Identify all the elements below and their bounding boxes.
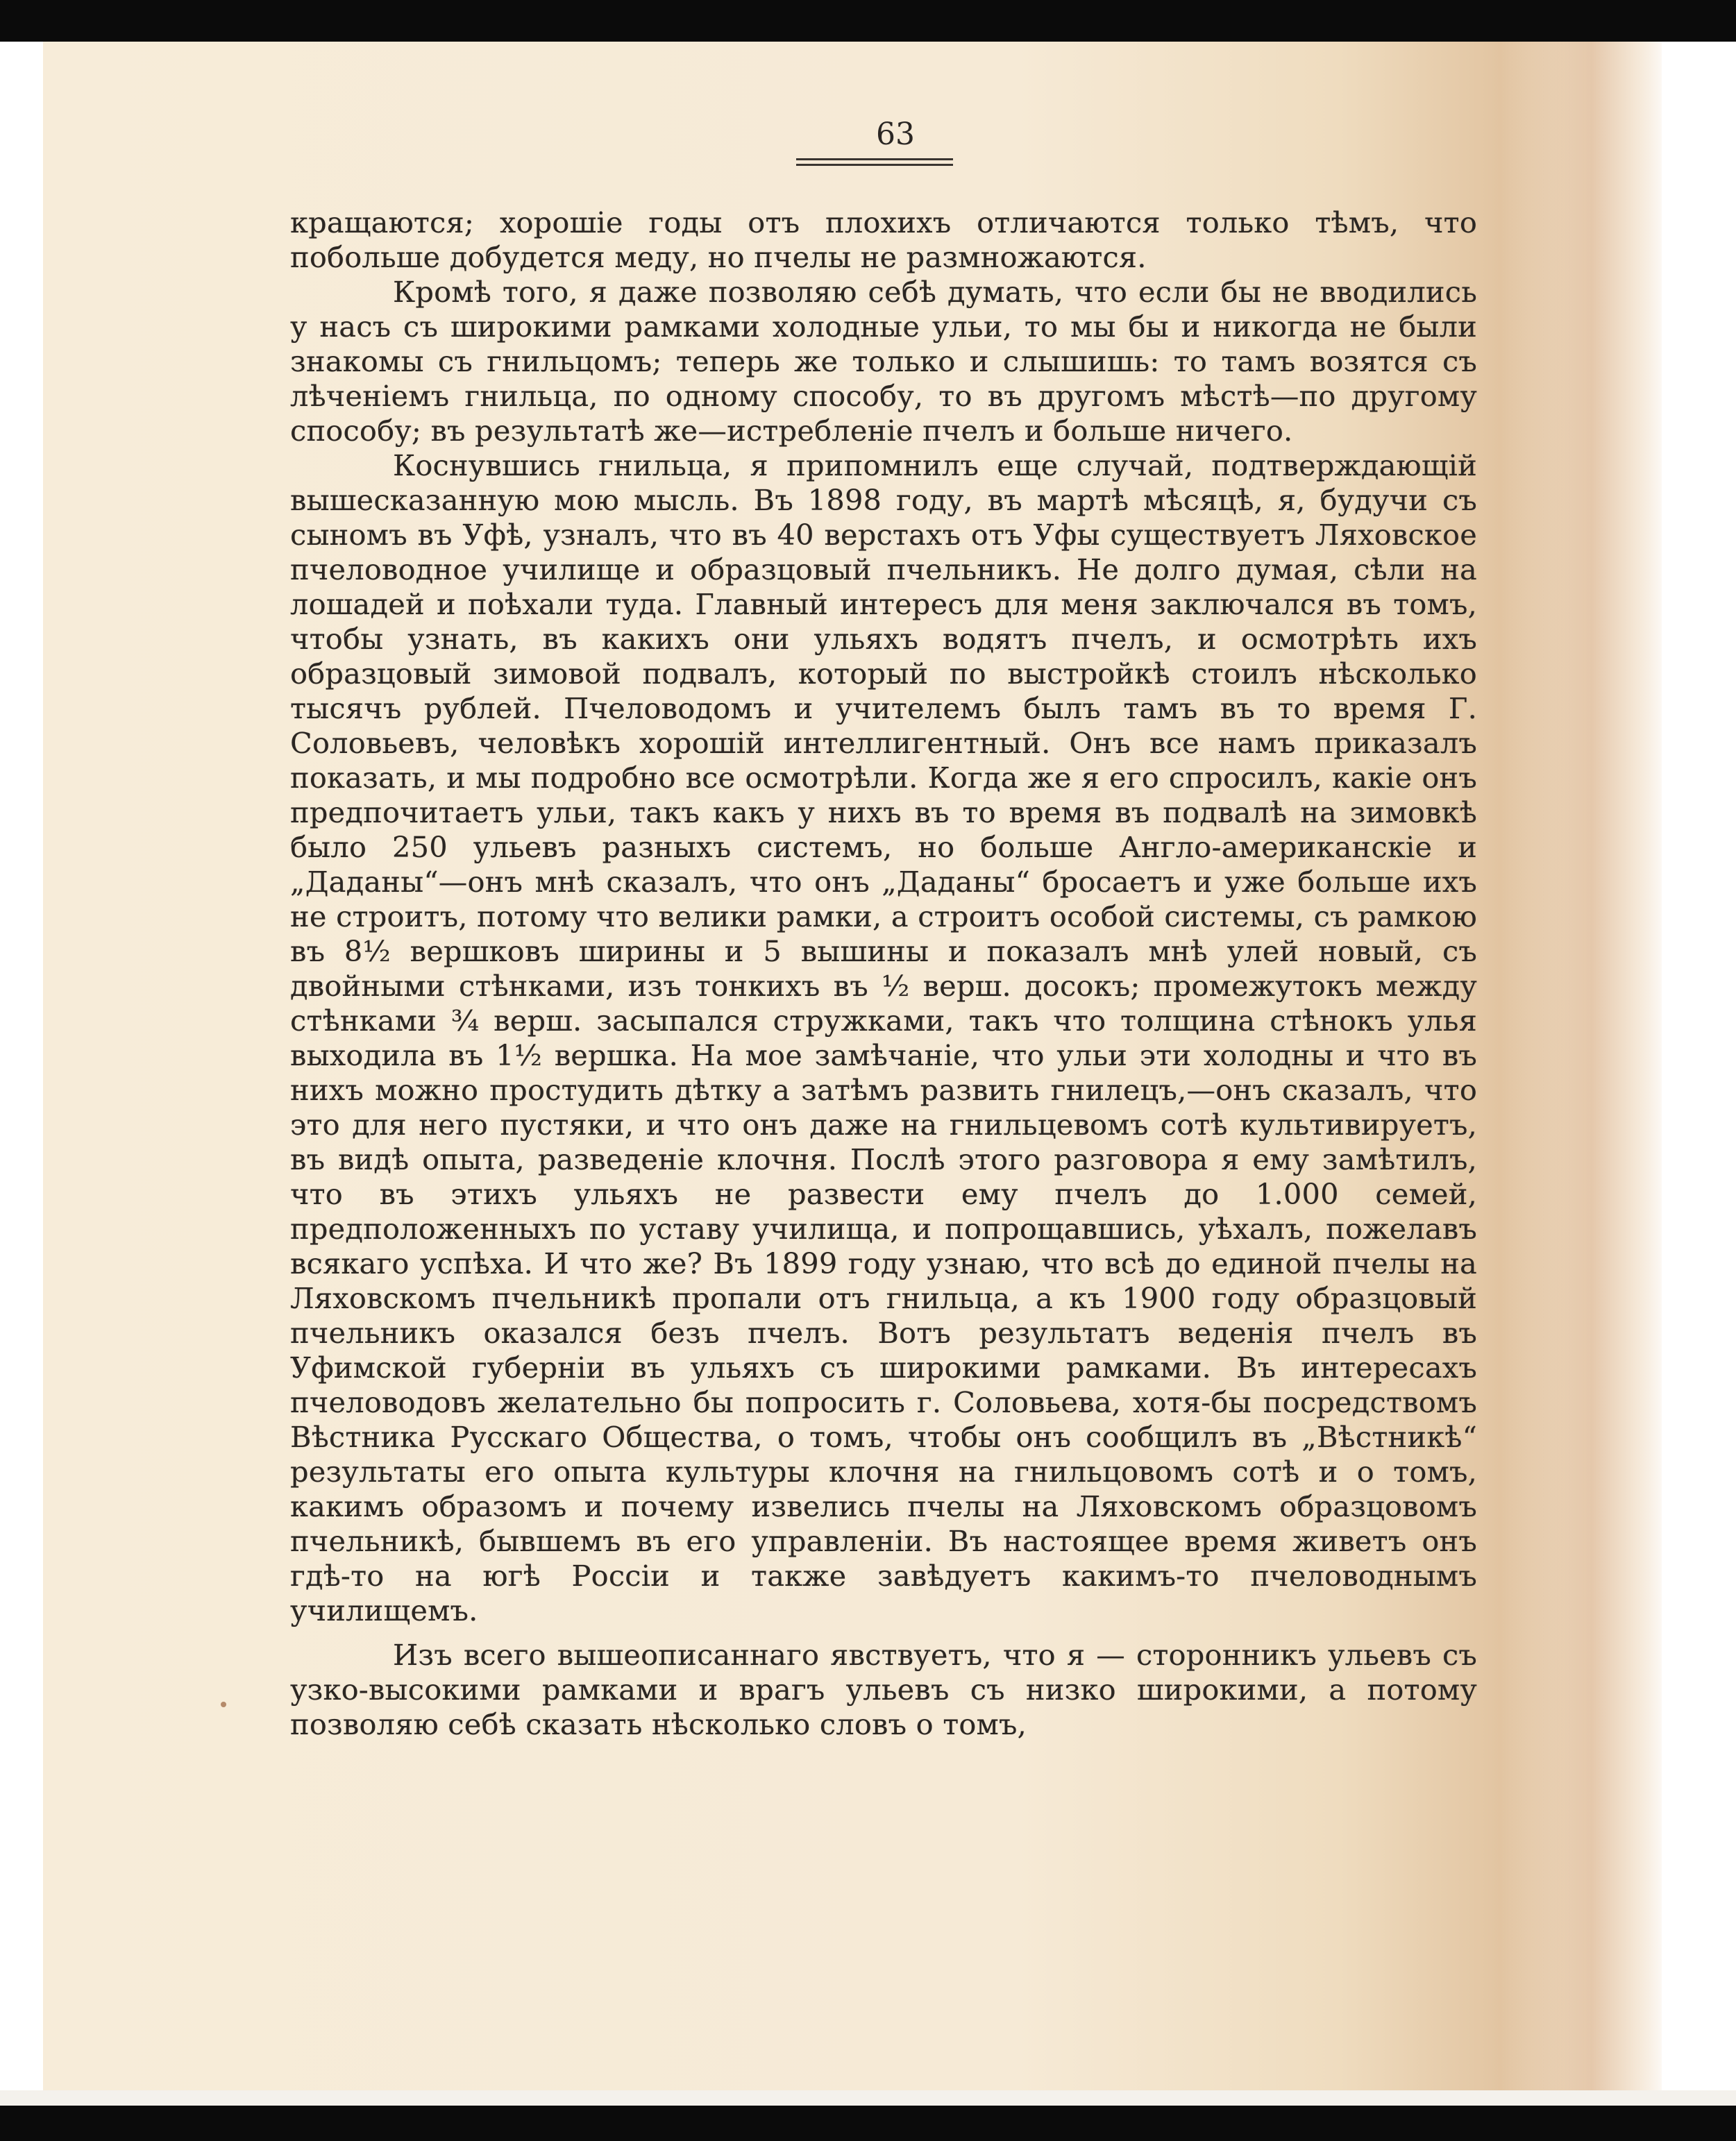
body-text — [290, 205, 1477, 1742]
page-number: 63 — [876, 117, 915, 152]
paragraph: кращаются; хорошіе годы отъ плохихъ отличаются только тѣмъ, что побольше добудется меду, но пчелы не размножаются. — [290, 205, 1477, 274]
paragraph: Изъ всего вышеописаннаго явствуетъ, что я — сторонникъ ульевъ съ узко-высокими рамками и врагъ ульевъ съ низко широкими, а потому позволяю себѣ сказать нѣсколько словъ о томъ, — [290, 1638, 1477, 1741]
scan-bottom-strip — [0, 2090, 1736, 2106]
right-scan-margin — [1662, 42, 1736, 2090]
page-number-rule-top — [796, 158, 953, 160]
ink-speck — [221, 1702, 226, 1707]
paragraph: Кромѣ того, я даже позволяю себѣ думать, что если бы не вводились у насъ съ широкими рамками холодные ульи, то мы бы и никогда не были знакомы съ гнильцомъ; теперь же только и слышишь: то тамъ возятся съ лѣченіемъ гнильца, по одному способу, то въ другомъ мѣстѣ—по другому способу; въ результатѣ же—истребленіе пчелъ и больше ничего. — [290, 275, 1477, 448]
page-number-rule-bottom — [796, 164, 953, 166]
paragraph: Коснувшись гнильца, я припомнилъ еще случай, подтверждающій вышесказанную мою мысль. Въ 1898 году, въ мартѣ мѣсяцѣ, я, будучи съ сыномъ въ Уфѣ, узналъ, что въ 40 верстахъ отъ Уфы существуетъ Ляховское пчеловодное училище и образцовый пчельникъ. Не долго думая, сѣли на лошадей и поѣхали туда. Главный интересъ для меня заключался въ томъ, чтобы узнать, въ какихъ они ульяхъ водятъ пчелъ, и осмотрѣть ихъ образцовый зимовой подвалъ, который по выстройкѣ стоилъ нѣсколько тысячъ рублей. Пчеловодомъ и учителемъ былъ тамъ въ то время Г. Соловьевъ, человѣкъ хорошій интеллигентный. Онъ все намъ приказалъ показать, и мы подробно все осмотрѣли. Когда же я его спросилъ, какіе онъ предпочитаетъ ульи, такъ какъ у нихъ въ то время въ подвалѣ на зимовкѣ было 250 ульевъ разныхъ системъ, но больше Англо-американскіе и „Даданы“—онъ мнѣ сказалъ, что онъ „Даданы“ бросаетъ и уже больше ихъ не строитъ, потому что велики рамки, а строитъ особой системы, съ рамкою въ 8½ вершковъ ширины и 5 вышины и показалъ мнѣ улей новый, съ двойными стѣнками, изъ тонкихъ въ ½ верш. досокъ; промежутокъ между стѣнками ¾ верш. засыпался стружками, такъ что толщина стѣнокъ улья выходила въ 1½ вершка. На мое замѣчаніе, что ульи эти холодны и что въ нихъ можно простудить дѣтку а затѣмъ развить гнилецъ,—онъ сказалъ, что это для него пустяки, и что онъ даже на гнильцевомъ сотѣ культивируетъ, въ видѣ опыта, разведеніе клочня. Послѣ этого разговора я ему замѣтилъ, что въ этихъ ульяхъ не развести ему пчелъ до 1.000 семей, предположенныхъ по уставу училища, и попрощавшись, уѣхалъ, пожелавъ всякаго успѣха. И что же? Въ 1899 году узнаю, что всѣ до единой пчелы на Ляховскомъ пчельникѣ пропали отъ гнильца, а къ 1900 году образцовый пчельникъ оказался безъ пчелъ. Вотъ результатъ веденія пчелъ въ Уфимской губерніи въ ульяхъ съ широкими рамками. Въ интересахъ пчеловодовъ желательно бы попросить г. Соловьева, хотя-бы посредствомъ Вѣстника Русскаго Общества, о томъ, чтобы онъ сообщилъ въ „Вѣстникѣ“ результаты его опыта культуры клочня на гнильцовомъ сотѣ и о томъ, какимъ образомъ и почему извелись пчелы на Ляховскомъ образцовомъ пчельникѣ, бывшемъ въ его управленіи. Въ настоящее время живетъ онъ гдѣ-то на югѣ Россіи и также завѣдуетъ какимъ-то пчеловоднымъ училищемъ. — [290, 448, 1477, 1627]
gutter-shadow — [1492, 42, 1673, 2090]
scan-top-border — [0, 0, 1736, 42]
